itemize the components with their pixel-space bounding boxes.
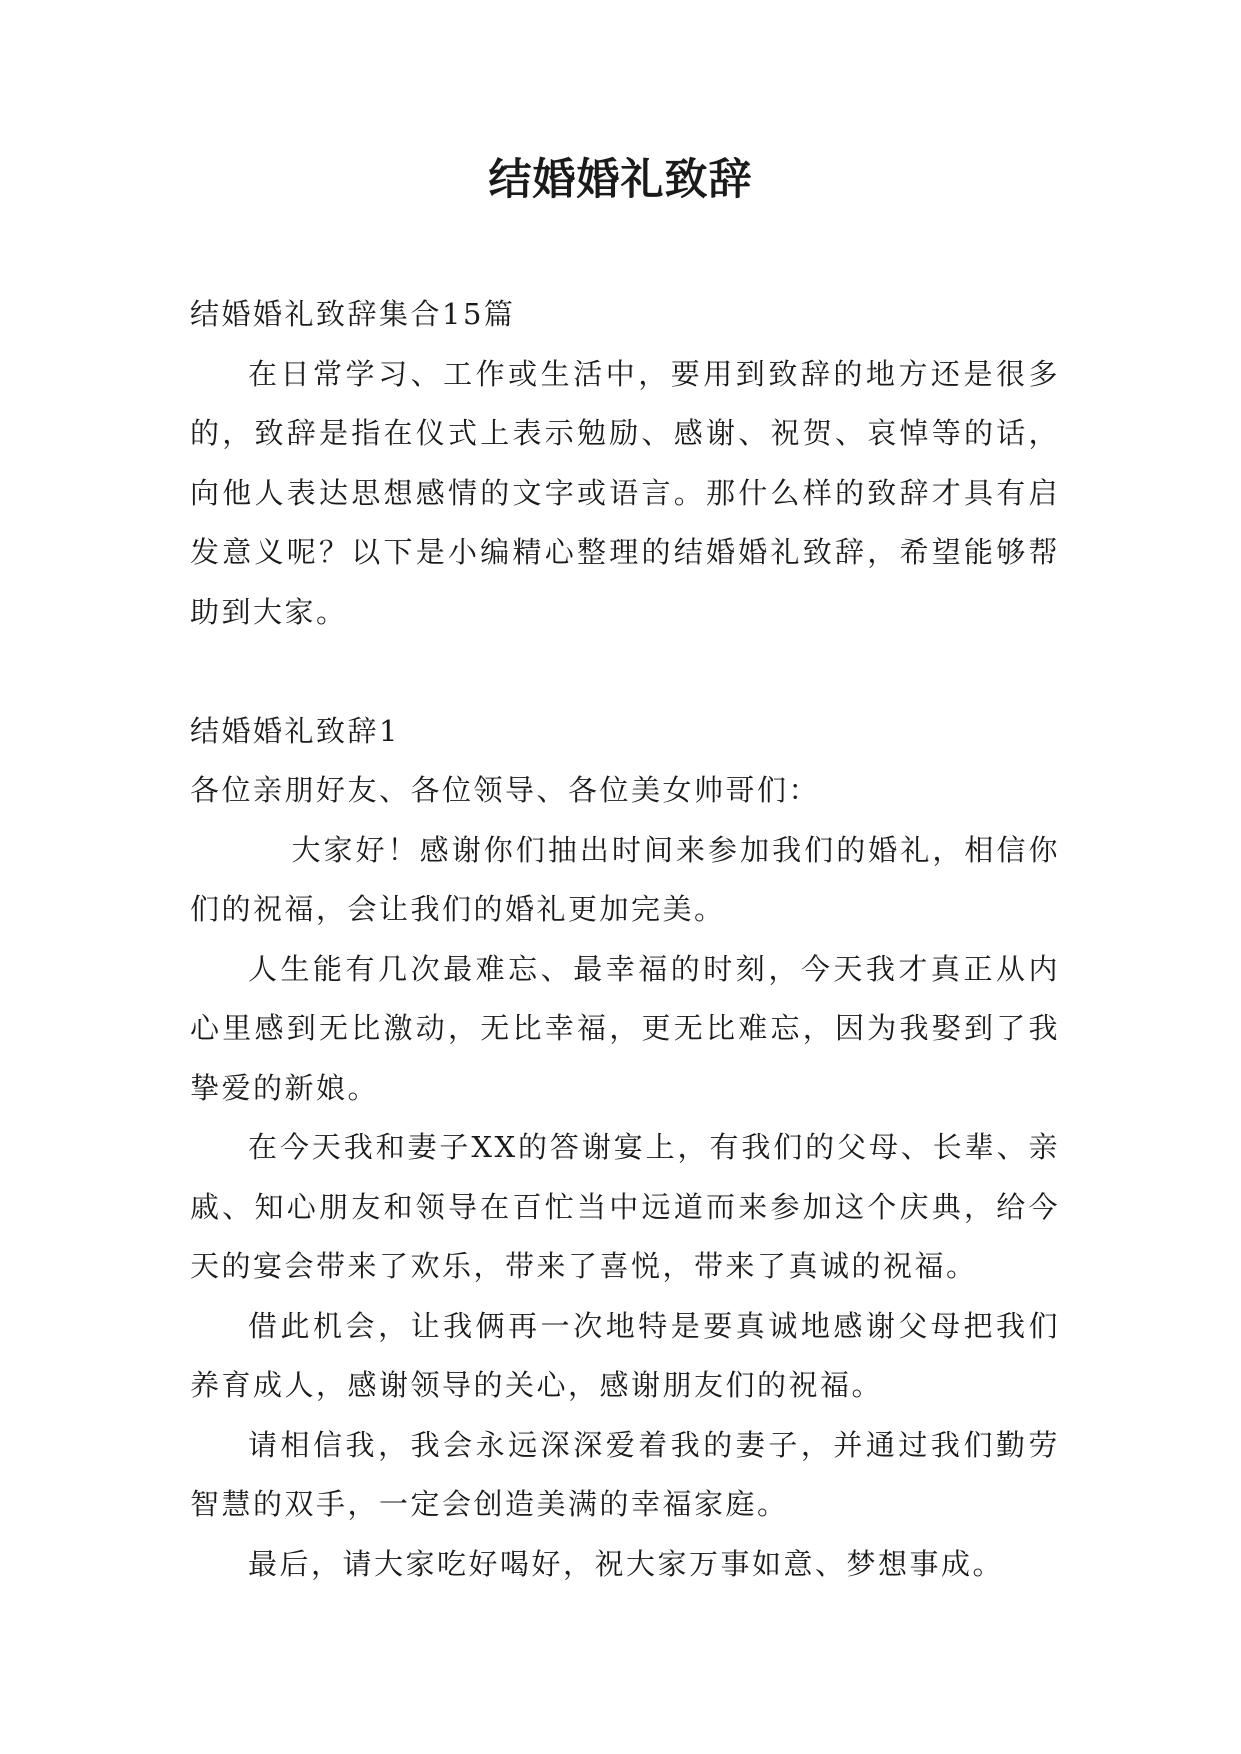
section-spacer [190, 642, 1060, 702]
speech-paragraph-greeting: 大家好！感谢你们抽出时间来参加我们的婚礼，相信你们的祝福，会让我们的婚礼更加完美。 [190, 832, 1060, 926]
speech-paragraph-promise: 请相信我，我会永远深深爱着我的妻子，并通过我们勤劳智慧的双手，一定会创造美满的幸福家庭。 [190, 1427, 1060, 1521]
document-title: 结婚婚礼致辞 [488, 155, 753, 205]
intro-paragraph: 在日常学习、工作或生活中，要用到致辞的地方还是很多的，致辞是指在仪式上表示勉励、感谢、祝贺、哀悼等的话，向他人表达思想感情的文字或语言。那什么样的致辞才具有启发意义呢？以下是小编精心整理的结婚婚礼致辞，希望能够帮助到大家。 [190, 356, 1060, 629]
document-subtitle: 结婚婚礼致辞集合15篇 [190, 297, 516, 331]
speech-paragraph-closing: 最后，请大家吃好喝好，祝大家万事如意、梦想事成。 [248, 1546, 1005, 1581]
document-body [190, 285, 1060, 1594]
salutation: 各位亲朋好友、各位领导、各位美女帅哥们： [190, 773, 821, 807]
speech-paragraph-thanks: 借此机会，让我俩再一次地特是要真诚地感谢父母把我们养育成人，感谢领导的关心，感谢朋友们的祝福。 [190, 1308, 1060, 1402]
speech-paragraph-banquet: 在今天我和妻子XX的答谢宴上，有我们的父母、长辈、亲戚、知心朋友和领导在百忙当中远道而来参加这个庆典，给今天的宴会带来了欢乐，带来了喜悦，带来了真诚的祝福。 [190, 1130, 1060, 1283]
section-heading: 结婚婚礼致辞1 [190, 713, 400, 748]
speech-paragraph-happiest-moment: 人生能有几次最难忘、最幸福的时刻，今天我才真正从内心里感到无比激动，无比幸福，更无比难忘，因为我娶到了我挚爱的新娘。 [190, 951, 1060, 1105]
